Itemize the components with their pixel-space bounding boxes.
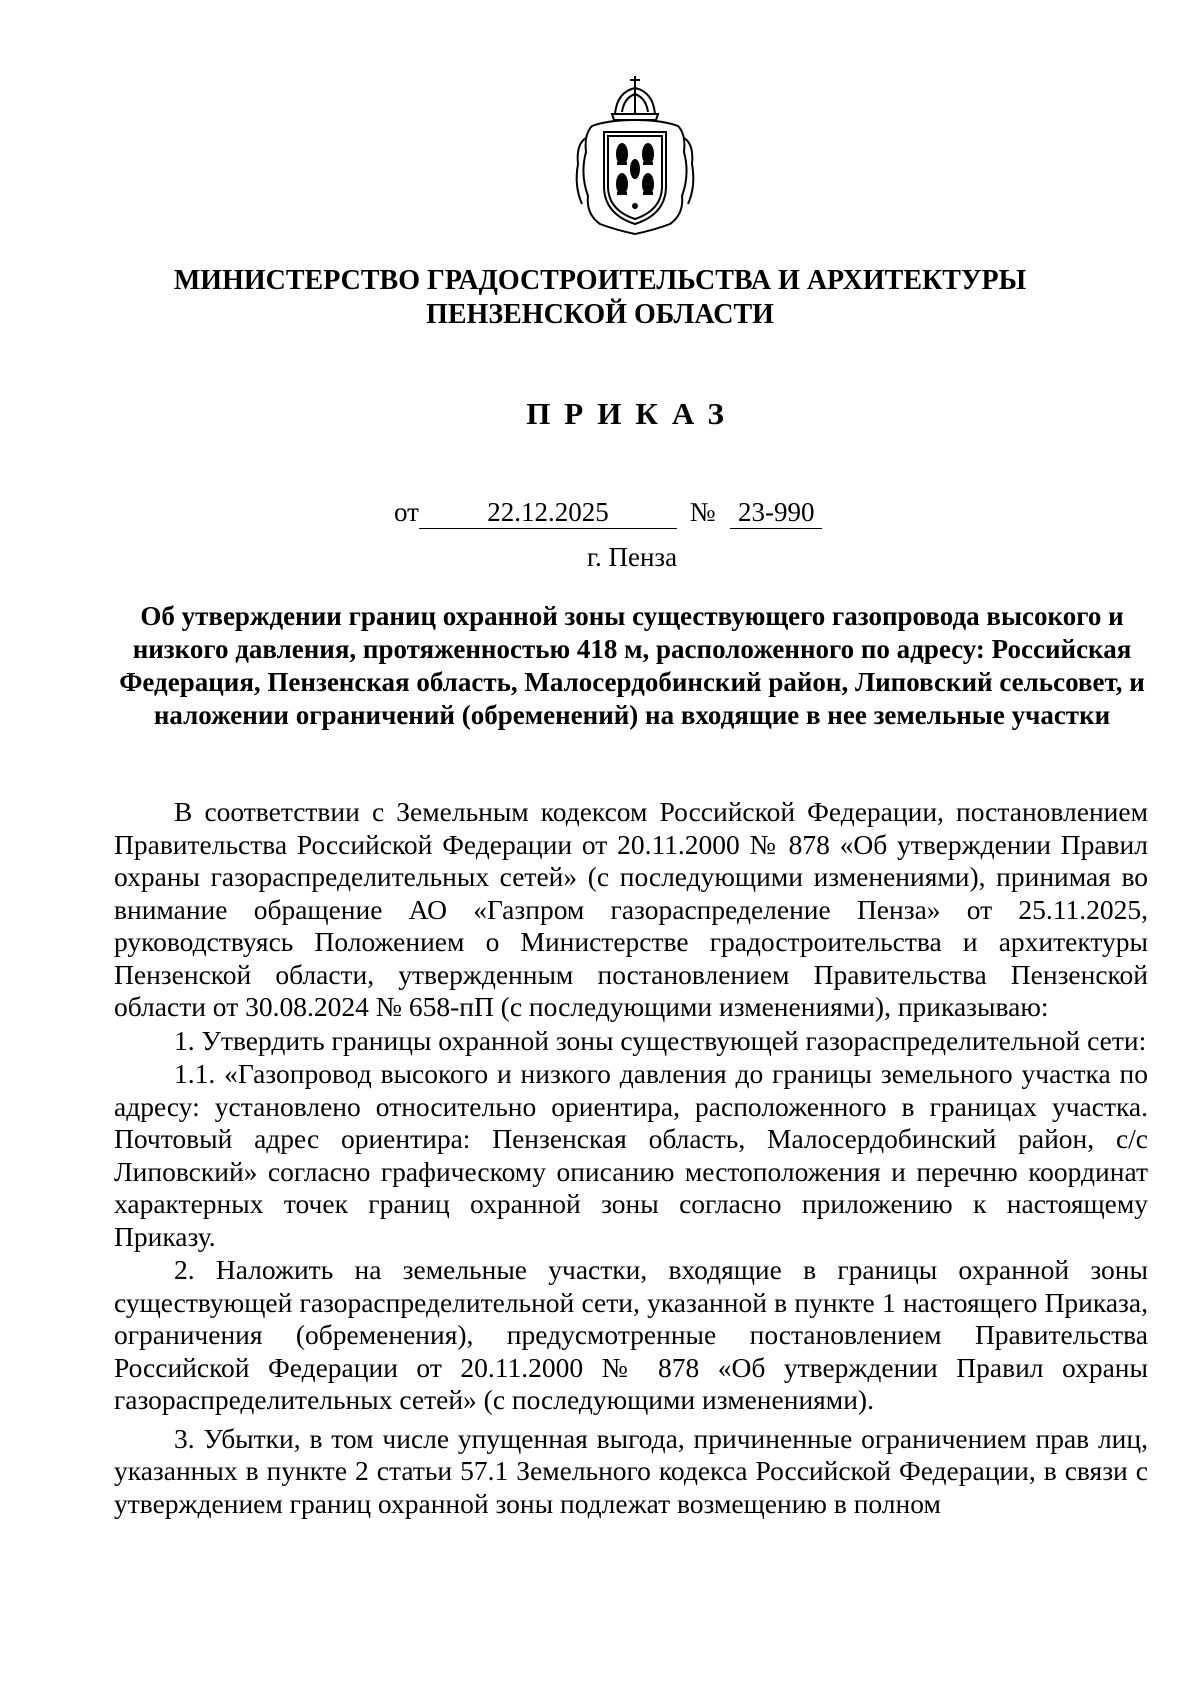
- item-3-paragraph: 3. Убытки, в том числе упущенная выгода, причиненные ограничением прав лиц, указанных в пункте 2 статьи 57.1 Земельного кодекса Российской Федерации, в связи с утверждением границ охранной зоны подлежат возмещению в полном: [114, 1422, 1148, 1519]
- ministry-name: [0, 264, 1200, 332]
- item-1-1-paragraph: 1.1. «Газопровод высокого и низкого давления до границы земельного участка по адресу: установлено относительно ориентира, расположенного в границах участка. Почтовый адрес ориентира: Пензенская область, Малосердобинский район, с/с Липовский» согласно графическому описанию местоположения и перечню координат характерных точек границ охранной зоны согласно приложению к настоящему Приказу.: [114, 1058, 1148, 1252]
- penza-coat-of-arms-icon: [572, 74, 698, 236]
- item-2-paragraph: 2. Наложить на земельные участки, входящие в границы охранной зоны существующей газораспределительной сети, указанной в пункте 1 настоящего Приказа, ограничения (обременения), предусмотренные постановлением Правительства Российской Федерации от 20.11.2000 № 878 «Об утверждении Правил охраны газораспределительных сетей» (с последующими изменениями).: [114, 1254, 1148, 1415]
- preamble-paragraph: В соответствии с Земельным кодексом Российской Федерации, постановлением Правительства Российской Федерации от 20.11.2000 № 878 «Об утверждении Правил охраны газораспределительных сетей» (с последующими изменениями), принимая во внимание обращение АО «Газпром газораспределение Пенза» от 25.11.2025, руководствуясь Положением о Министерстве градостроительства и архитектуры Пензенской области, утвержденным постановлением Правительства Пензенской области от 30.08.2024 № 658-пП (с последующими изменениями), приказываю:: [114, 796, 1148, 1022]
- document-type: ПРИКАЗ: [526, 396, 738, 431]
- number-label: №: [689, 497, 716, 527]
- document-number: 23-990: [730, 496, 822, 529]
- date-number-line: [394, 496, 822, 529]
- document-date: 22.12.2025: [419, 496, 677, 529]
- ministry-name-line-2: ПЕНЗЕНСКОЙ ОБЛАСТИ: [426, 299, 774, 330]
- document-body: [114, 796, 1148, 1520]
- date-label: от: [394, 497, 419, 527]
- document-title: Об утверждении границ охранной зоны существующего газопровода высокого и низкого давления, протяженностью 418 м, расположенного по адресу: Российская Федерация, Пензенская область, Малосердобинский район, Липовский сельсовет, и наложении ограничений (обременений) на входящие в нее земельные участки: [119, 601, 1145, 730]
- city: г. Пенза: [586, 542, 678, 572]
- ministry-name-line-1: МИНИСТЕРСТВО ГРАДОСТРОИТЕЛЬСТВА И АРХИТЕКТУРЫ: [173, 265, 1027, 296]
- item-1-paragraph: 1. Утвердить границы охранной зоны существующей газораспределительной сети:: [174, 1024, 1147, 1056]
